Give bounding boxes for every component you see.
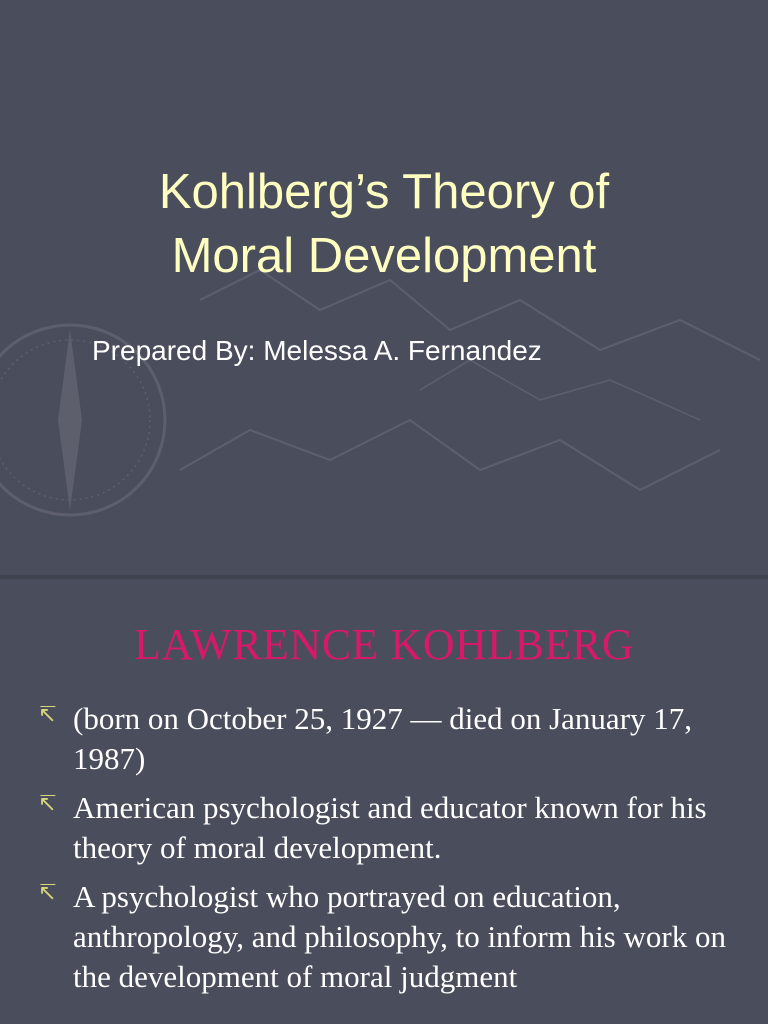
bullet-list (36, 699, 751, 1006)
title-line-1: Kohlberg’s Theory of (158, 165, 610, 219)
bullet-text: A psychologist who portrayed on education, anthropology, and philosophy, to inform his work on the development of moral judgment (73, 879, 726, 994)
list-item (36, 877, 751, 997)
slide-heading: LAWRENCE KOHLBERG (134, 620, 634, 669)
bullet-text: (born on October 25, 1927 — died on January 17, 1987) (73, 701, 693, 776)
title-line-2: Moral Development (171, 229, 597, 283)
arrow-up-left-icon: ↸ (38, 881, 57, 906)
list-item (36, 788, 751, 868)
arrow-up-left-icon: ↸ (38, 703, 57, 728)
slide-title (0, 160, 768, 288)
arrow-up-left-icon: ↸ (38, 792, 57, 817)
bullet-text: American psychologist and educator known for his theory of moral development. (73, 790, 707, 865)
content-slide (0, 579, 768, 1024)
slide-subtitle: Prepared By: Melessa A. Fernandez (92, 335, 542, 366)
list-item (36, 699, 751, 779)
